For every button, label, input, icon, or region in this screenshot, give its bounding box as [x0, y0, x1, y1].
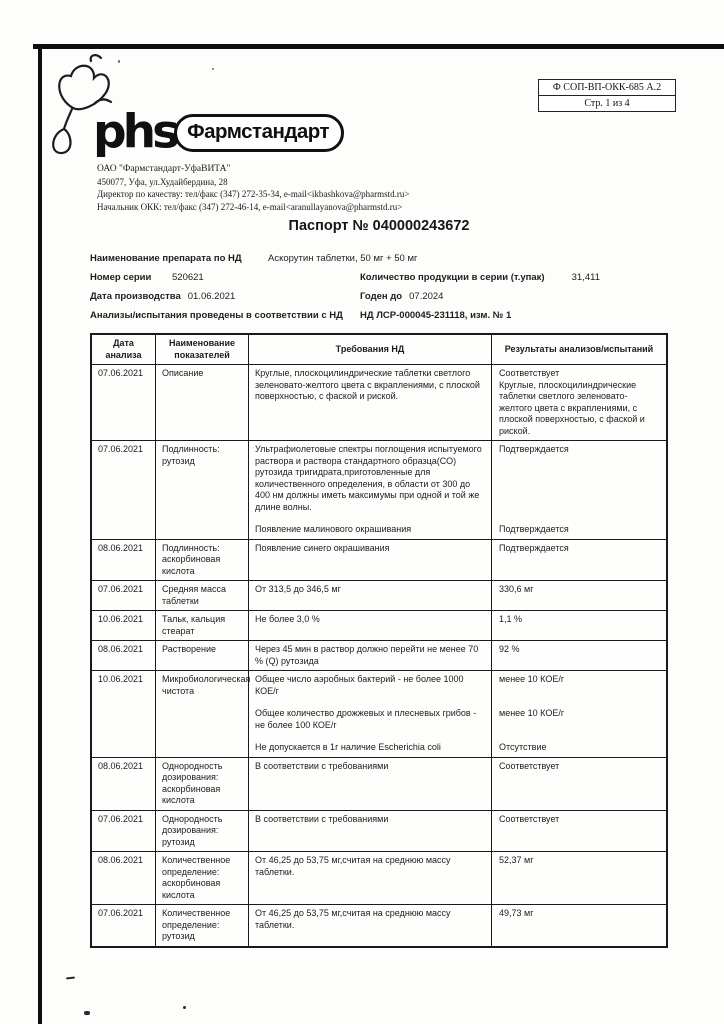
- expiry-value: 07.2024: [409, 291, 444, 302]
- analysis-date-cell: 07.06.2021: [92, 365, 156, 440]
- requirement-text: Не допускается в 1г наличие Escherichia coli: [255, 742, 441, 752]
- company-block: [97, 163, 410, 213]
- requirement-cell: [249, 705, 492, 739]
- table-row: [92, 641, 666, 671]
- analysis-date-cell: 08.06.2021: [92, 758, 156, 810]
- result-cell: [492, 521, 666, 539]
- scan-speck: [118, 60, 120, 63]
- indicator-cell: Подлинность: рутозид: [156, 441, 249, 539]
- logo-brand-name: Фармстандарт: [174, 114, 344, 152]
- form-code: Ф СОП-ВП-ОКК-685 А.2: [539, 80, 675, 96]
- result-text: Подтверждается: [499, 542, 569, 553]
- result-cell: [492, 852, 666, 904]
- table-row: [92, 611, 666, 641]
- row-parts: [249, 641, 666, 670]
- result-text: Подтверждается: [499, 444, 569, 454]
- requirement-cell: [249, 521, 492, 539]
- result-cell: [492, 540, 666, 581]
- col-header-requirements: Требования НД: [249, 335, 492, 364]
- row-part: [249, 581, 666, 610]
- indicator-cell: Однородность дозирования: рутозид: [156, 811, 249, 852]
- logo-phs-mark: phs: [93, 105, 177, 160]
- page-left-border: [38, 44, 42, 1024]
- indicator-cell: Тальк, кальция стеарат: [156, 611, 249, 640]
- requirement-cell: [249, 758, 492, 810]
- table-row: [92, 758, 666, 811]
- row-part: [249, 641, 666, 670]
- analysis-date-cell: 08.06.2021: [92, 540, 156, 581]
- table-row: [92, 540, 666, 582]
- result-text: Круглые, плоскоцилиндрические таблетки светлого зеленовато-желтого цвета с вкраплениями, с плоской поверхностью, с фаской и риской.: [499, 379, 645, 436]
- requirement-cell: [249, 905, 492, 946]
- row-part: [249, 905, 666, 946]
- scan-speck: [84, 1011, 90, 1015]
- requirement-cell: [249, 811, 492, 852]
- scan-speck: [212, 68, 214, 70]
- row-part: [249, 441, 666, 521]
- result-text: Соответствует: [499, 760, 560, 771]
- row-part: [249, 811, 666, 852]
- row-part: [249, 671, 666, 705]
- analysis-date-cell: 08.06.2021: [92, 641, 156, 670]
- meta-row-series: [90, 272, 668, 284]
- requirement-text: Через 45 мин в раствор должно перейти не менее 70 % (Q) рутозида: [255, 644, 479, 666]
- passport-meta: [90, 253, 668, 329]
- requirement-text: От 46,25 до 53,75 мг,считая на среднюю массу таблетки.: [255, 855, 451, 877]
- row-part: [249, 611, 666, 640]
- col-header-analysis-date: Дата анализа: [92, 335, 156, 364]
- requirement-text: Появление синего окрашивания: [255, 542, 390, 553]
- result-text: 330,6 мг: [499, 584, 534, 594]
- indicator-cell: Однородность дозирования: аскорбиновая кислота: [156, 758, 249, 810]
- drug-name-value: Аскорутин таблетки, 50 мг + 50 мг: [268, 253, 418, 264]
- expiry-label: Годен до: [360, 291, 403, 302]
- conformity-label: Анализы/испытания проведены в соответствии с НД: [90, 310, 343, 321]
- nd-value: НД ЛСР-000045-231118, изм. № 1: [360, 310, 512, 321]
- analysis-date-cell: 08.06.2021: [92, 852, 156, 904]
- meta-row-nd: [90, 310, 668, 322]
- table-row: [92, 905, 666, 946]
- analysis-date-cell: 07.06.2021: [92, 581, 156, 610]
- requirement-cell: [249, 739, 492, 757]
- table-row: [92, 671, 666, 758]
- meta-row-dates: [90, 291, 668, 303]
- result-text: Соответствует: [499, 813, 560, 824]
- result-cell: [492, 811, 666, 852]
- analysis-table: [90, 333, 668, 948]
- indicator-cell: Подлинность: аскорбиновая кислота: [156, 540, 249, 581]
- requirement-cell: [249, 852, 492, 904]
- analysis-date-cell: 07.06.2021: [92, 811, 156, 852]
- result-text: 1,1 %: [499, 614, 523, 624]
- result-cell: [492, 581, 666, 610]
- row-parts: [249, 811, 666, 852]
- analysis-date-cell: 07.06.2021: [92, 905, 156, 946]
- requirement-text: В соответствии с требованиями: [255, 760, 389, 771]
- result-cell: [492, 611, 666, 640]
- analysis-date-cell: 10.06.2021: [92, 671, 156, 757]
- requirement-text: От 313,5 до 346,5 мг: [255, 584, 341, 594]
- requirement-text: Появление малинового окрашивания: [255, 524, 412, 534]
- requirement-cell: [249, 441, 492, 521]
- row-parts: [249, 611, 666, 640]
- prod-date-value: 01.06.2021: [187, 291, 236, 302]
- row-parts: [249, 581, 666, 610]
- page-top-border: [33, 44, 724, 49]
- requirement-text: Общее количество дрожжевых и плесневых грибов - не более 100 КОЕ/г: [255, 708, 477, 730]
- result-text: менее 10 КОЕ/г: [499, 674, 565, 684]
- col-header-results: Результаты анализов/испытаний: [504, 343, 654, 354]
- row-parts: [249, 365, 666, 440]
- result-text: менее 10 КОЕ/г: [499, 708, 565, 718]
- company-address: 450077, Уфа, ул.Худайбердина, 28: [97, 176, 228, 187]
- result-text: Отсутствие: [499, 742, 547, 752]
- row-part: [249, 540, 666, 581]
- row-parts: [249, 540, 666, 581]
- row-part: [249, 739, 666, 757]
- indicator-cell: Количественное определение: рутозид: [156, 905, 249, 946]
- result-cell: [492, 365, 666, 440]
- requirement-cell: [249, 365, 492, 440]
- table-body: [92, 365, 666, 946]
- meta-row-name: [90, 253, 668, 265]
- indicator-cell: Средняя масса таблетки: [156, 581, 249, 610]
- indicator-cell: Микробиологическая чистота: [156, 671, 249, 757]
- form-code-box: [538, 79, 676, 112]
- result-text: Соответствует: [499, 368, 560, 378]
- row-part: [249, 365, 666, 440]
- row-parts: [249, 758, 666, 810]
- table-row: [92, 811, 666, 853]
- okk-head-contact: Начальник ОКК: тел/факс (347) 272-46-14, e-mail<aranullayanova@pharmstd.ru>: [97, 201, 403, 212]
- requirement-text: Общее число аэробных бактерий - не более 1000 КОЕ/г: [255, 674, 464, 696]
- requirement-cell: [249, 581, 492, 610]
- analysis-date-cell: 10.06.2021: [92, 611, 156, 640]
- requirement-text: Ультрафиолетовые спектры поглощения испытуемого раствора и раствора стандартного образца(СО) рутозида тригидрата,приготовленные для количественного определения, в области от 300 до 400 нм должны иметь максимумы при одной и той же длине волны.: [255, 444, 482, 512]
- series-value: 520621: [172, 272, 204, 283]
- drug-name-label: Наименование препарата по НД: [90, 253, 242, 264]
- row-part: [249, 705, 666, 739]
- scan-speck: [66, 976, 75, 979]
- passport-title: Паспорт № 040000243672: [288, 218, 470, 234]
- result-cell: [492, 758, 666, 810]
- row-part: [249, 521, 666, 539]
- prod-date-label: Дата производства: [90, 291, 181, 302]
- row-parts: [249, 441, 666, 539]
- result-cell: [492, 671, 666, 705]
- quantity-label: Количество продукции в серии (т.упак): [360, 272, 545, 283]
- table-row: [92, 441, 666, 540]
- company-name: ОАО "Фармстандарт-УфаВИТА": [97, 164, 231, 174]
- company-logo: [93, 105, 344, 160]
- indicator-cell: Растворение: [156, 641, 249, 670]
- result-cell: [492, 739, 666, 757]
- form-page-number: Стр. 1 из 4: [584, 98, 630, 109]
- result-text: 92 %: [499, 644, 520, 654]
- row-parts: [249, 852, 666, 904]
- requirement-text: Не более 3,0 %: [255, 614, 320, 624]
- quality-director-contact: Директор по качеству: тел/факс (347) 272-35-34, e-mail<ikbashkova@pharmstd.ru>: [97, 189, 410, 199]
- row-part: [249, 758, 666, 810]
- requirement-text: От 46,25 до 53,75 мг,считая на среднюю массу таблетки.: [255, 908, 451, 930]
- result-cell: [492, 641, 666, 670]
- analysis-date-cell: 07.06.2021: [92, 441, 156, 539]
- requirement-text: В соответствии с требованиями: [255, 813, 389, 824]
- result-text: Подтверждается: [499, 524, 569, 534]
- quantity-value: 31,411: [571, 272, 600, 283]
- col-header-indicator: Наименование показателей: [156, 335, 249, 364]
- table-header-row: [92, 335, 666, 365]
- row-part: [249, 852, 666, 904]
- result-text: 49,73 мг: [499, 908, 534, 918]
- scan-speck: [183, 1006, 186, 1009]
- row-parts: [249, 671, 666, 757]
- result-cell: [492, 905, 666, 946]
- table-row: [92, 581, 666, 611]
- indicator-cell: Описание: [156, 365, 249, 440]
- requirement-cell: [249, 611, 492, 640]
- table-row: [92, 852, 666, 905]
- result-cell: [492, 705, 666, 739]
- result-cell: [492, 441, 666, 521]
- result-text: 52,37 мг: [499, 855, 534, 865]
- requirement-cell: [249, 641, 492, 670]
- requirement-cell: [249, 540, 492, 581]
- row-parts: [249, 905, 666, 946]
- requirement-text: Круглые, плоскоцилиндрические таблетки светлого зеленовато-желтого цвета с вкраплениями, с плоской поверхностью, с фаской и риской.: [255, 368, 480, 401]
- series-label: Номер серии: [90, 272, 152, 283]
- table-row: [92, 365, 666, 441]
- requirement-cell: [249, 671, 492, 705]
- indicator-cell: Количественное определение: аскорбиновая кислота: [156, 852, 249, 904]
